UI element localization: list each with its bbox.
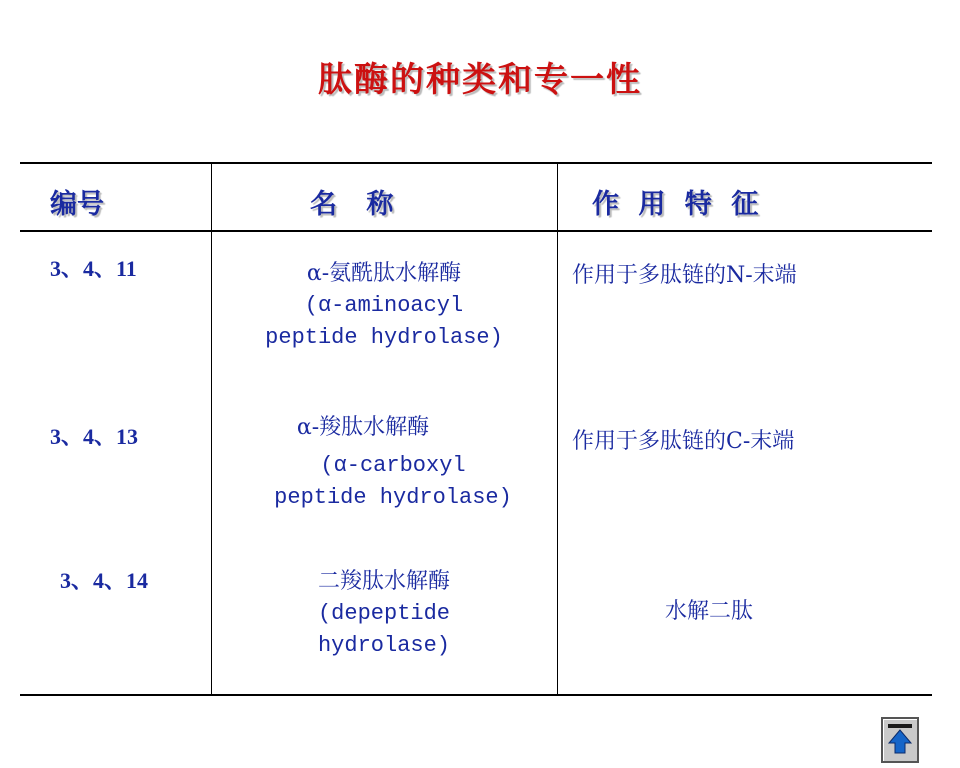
row-name-en: hydrolase) — [317, 633, 451, 658]
peptidase-table — [20, 162, 932, 696]
row-name — [211, 566, 557, 662]
row-code: 3、4、14 — [60, 568, 149, 593]
row-name-en: (α-carboxyl — [320, 453, 466, 478]
home-up-icon — [883, 719, 917, 761]
row-code: 3、4、13 — [50, 424, 139, 449]
row-name-en: (α-aminoacyl — [304, 293, 464, 318]
row-feature: 水解二肽 — [665, 599, 754, 624]
row-name — [220, 412, 566, 514]
row-code: 3、4、11 — [50, 256, 137, 281]
row-name-en: peptide hydrolase) — [265, 325, 503, 350]
page-title: 肽酶的种类和专一性 — [318, 60, 642, 100]
row-name — [211, 258, 557, 354]
header-name: 名 称 — [310, 189, 394, 220]
header-divider — [20, 230, 932, 232]
header-code: 编号 — [50, 189, 104, 220]
row-name-en: peptide hydrolase) — [274, 485, 512, 510]
row-name-cn: α-羧肽水解酶 — [296, 415, 430, 440]
row-feature: 作用于多肽链的C-末端 — [572, 429, 795, 454]
row-feature: 作用于多肽链的N-末端 — [572, 263, 797, 288]
row-name-en: (depeptide — [317, 601, 451, 626]
home-button[interactable] — [881, 717, 919, 763]
row-name-cn: α-氨酰肽水解酶 — [306, 261, 462, 286]
header-feature: 作 用 特 征 — [592, 189, 759, 220]
row-name-cn: 二羧肽水解酶 — [317, 569, 450, 594]
